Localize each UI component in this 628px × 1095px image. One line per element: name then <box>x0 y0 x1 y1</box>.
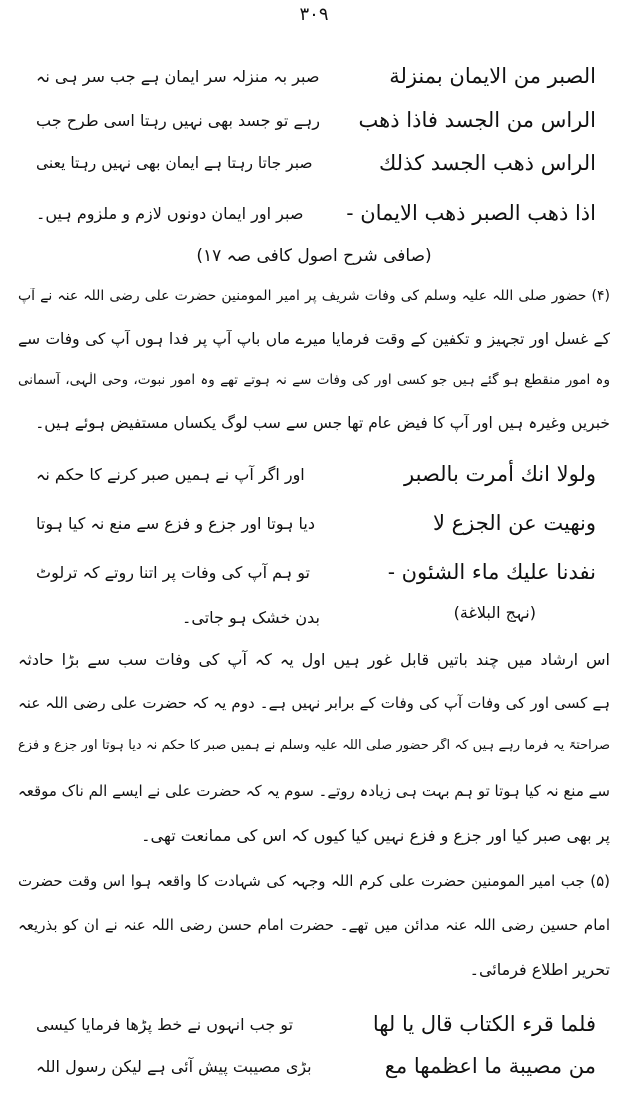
urdu-translation: دیا ہوتا اور جزع و فزع سے منع نہ کیا ہوتا <box>36 513 316 533</box>
urdu-translation: رہے تو جسد بھی نہیں رہتا اسی طرح جب <box>36 110 320 130</box>
citation: (نہج البلاغة) <box>453 603 536 622</box>
paragraph-line: (۴) حضور صلی اللہ علیہ وسلم کی وفات شریف پر امیر المومنین حضرت علی رضی اللہ عنہ نے آپ <box>18 288 610 304</box>
paragraph-line: پر بھی صبر کیا اور جزع و فزع نہیں کیا کیوں کہ اس کی ممانعت تھی۔ <box>141 826 610 845</box>
urdu-translation: صبر بہ منزلہ سر ایمان ہے جب سر ہی نہ <box>36 66 320 86</box>
urdu-translation: صبر جاتا رہتا ہے ایمان بھی نہیں رہتا یعنی <box>36 154 313 172</box>
arabic-verse: اذا ذهب الصبر ذهب الايمان - <box>346 201 596 225</box>
urdu-translation: تو جب انہوں نے خط پڑھا فرمایا کیسی <box>36 1014 294 1034</box>
urdu-translation: تو ہم آپ کی وفات پر اتنا روتے کہ ترلوٹ <box>36 562 310 582</box>
paragraph-line: خبریں وغیرہ ہیں اور آپ کا فیض عام تھا جس سے سب لوگ یکساں مستفیض ہوئے ہیں۔ <box>35 414 610 432</box>
page-number: ۳۰۹ <box>299 4 329 25</box>
paragraph-line: کے غسل اور تجہیز و تکفین کے وقت فرمایا میرے ماں باپ آپ پر فدا ہوں آپ کی وفات سے <box>18 330 610 348</box>
verse-row <box>36 56 596 96</box>
verse-row <box>36 454 596 494</box>
paragraph-line: وہ امور منقطع ہو گئے ہیں جو کسی اور کی وفات سے نہ ہوتے تھے وہ امور نبوت، وحی الٰہی، آسمانی <box>18 372 610 388</box>
verse-row <box>36 100 596 140</box>
arabic-verse: فلما قرء الكتاب قال يا لها <box>372 1012 596 1036</box>
paragraph-line: ہے کسی اور کی وفات آپ کی وفات کے برابر نہیں ہے۔ دوم یہ کہ حضرت علی رضی اللہ عنہ <box>18 694 610 712</box>
verse-row <box>36 1046 596 1086</box>
urdu-translation: صبر اور ایمان دونوں لازم و ملزوم ہیں۔ <box>36 203 304 223</box>
citation: (صافی شرح اصول کافی صہ ۱۷) <box>196 246 432 266</box>
paragraph-line: سے منع نہ کیا ہوتا تو ہم بہت ہی زیادہ روتے۔ سوم یہ کہ حضرت علی نے ایسے الم ناک موقعہ <box>18 782 610 800</box>
urdu-translation: بڑی مصیبت پیش آئی ہے لیکن رسول اللہ <box>36 1056 312 1076</box>
verse-row <box>36 1004 596 1044</box>
verse-row <box>36 143 596 183</box>
paragraph-line: اس ارشاد میں چند باتیں قابل غور ہیں اول یہ کہ آپ کی وفات سب سے بڑا حادثہ <box>18 650 610 669</box>
arabic-verse: ونهيت عن الجزع لا <box>432 511 596 535</box>
arabic-verse: نفدنا عليك ماء الشئون - <box>387 560 596 584</box>
arabic-verse: ولولا انك أمرت بالصبر <box>404 462 596 486</box>
verse-row <box>36 193 596 233</box>
paragraph-line: صراحتہً یہ فرما رہے ہیں کہ اگر حضور صلی اللہ علیہ وسلم نے ہمیں صبر کا حکم نہ دیا ہوتا اور جزع و فزع <box>18 738 610 753</box>
arabic-verse: الراس ذهب الجسد كذلك <box>378 151 596 175</box>
paragraph-line: تحریر اطلاع فرمائی۔ <box>469 960 610 979</box>
arabic-verse: الراس من الجسد فاذا ذهب <box>358 108 596 132</box>
arabic-verse: من مصيبة ما اعظمها مع <box>384 1054 596 1078</box>
urdu-translation: بدن خشک ہو جاتی۔ <box>182 608 320 627</box>
verse-row <box>36 503 596 543</box>
paragraph-line: امام حسین رضی اللہ عنہ مدائن میں تھے۔ حضرت امام حسن رضی اللہ عنہ نے ان کو بذریعہ <box>18 916 610 934</box>
arabic-verse: الصبر من الايمان بمنزلة <box>389 64 596 88</box>
verse-row <box>36 552 596 592</box>
urdu-translation: اور اگر آپ نے ہمیں صبر کرنے کا حکم نہ <box>36 464 305 484</box>
paragraph-line: (۵) جب امیر المومنین حضرت علی کرم اللہ وجہہ کی شہادت کا واقعہ ہوا اس وقت حضرت <box>18 872 610 890</box>
